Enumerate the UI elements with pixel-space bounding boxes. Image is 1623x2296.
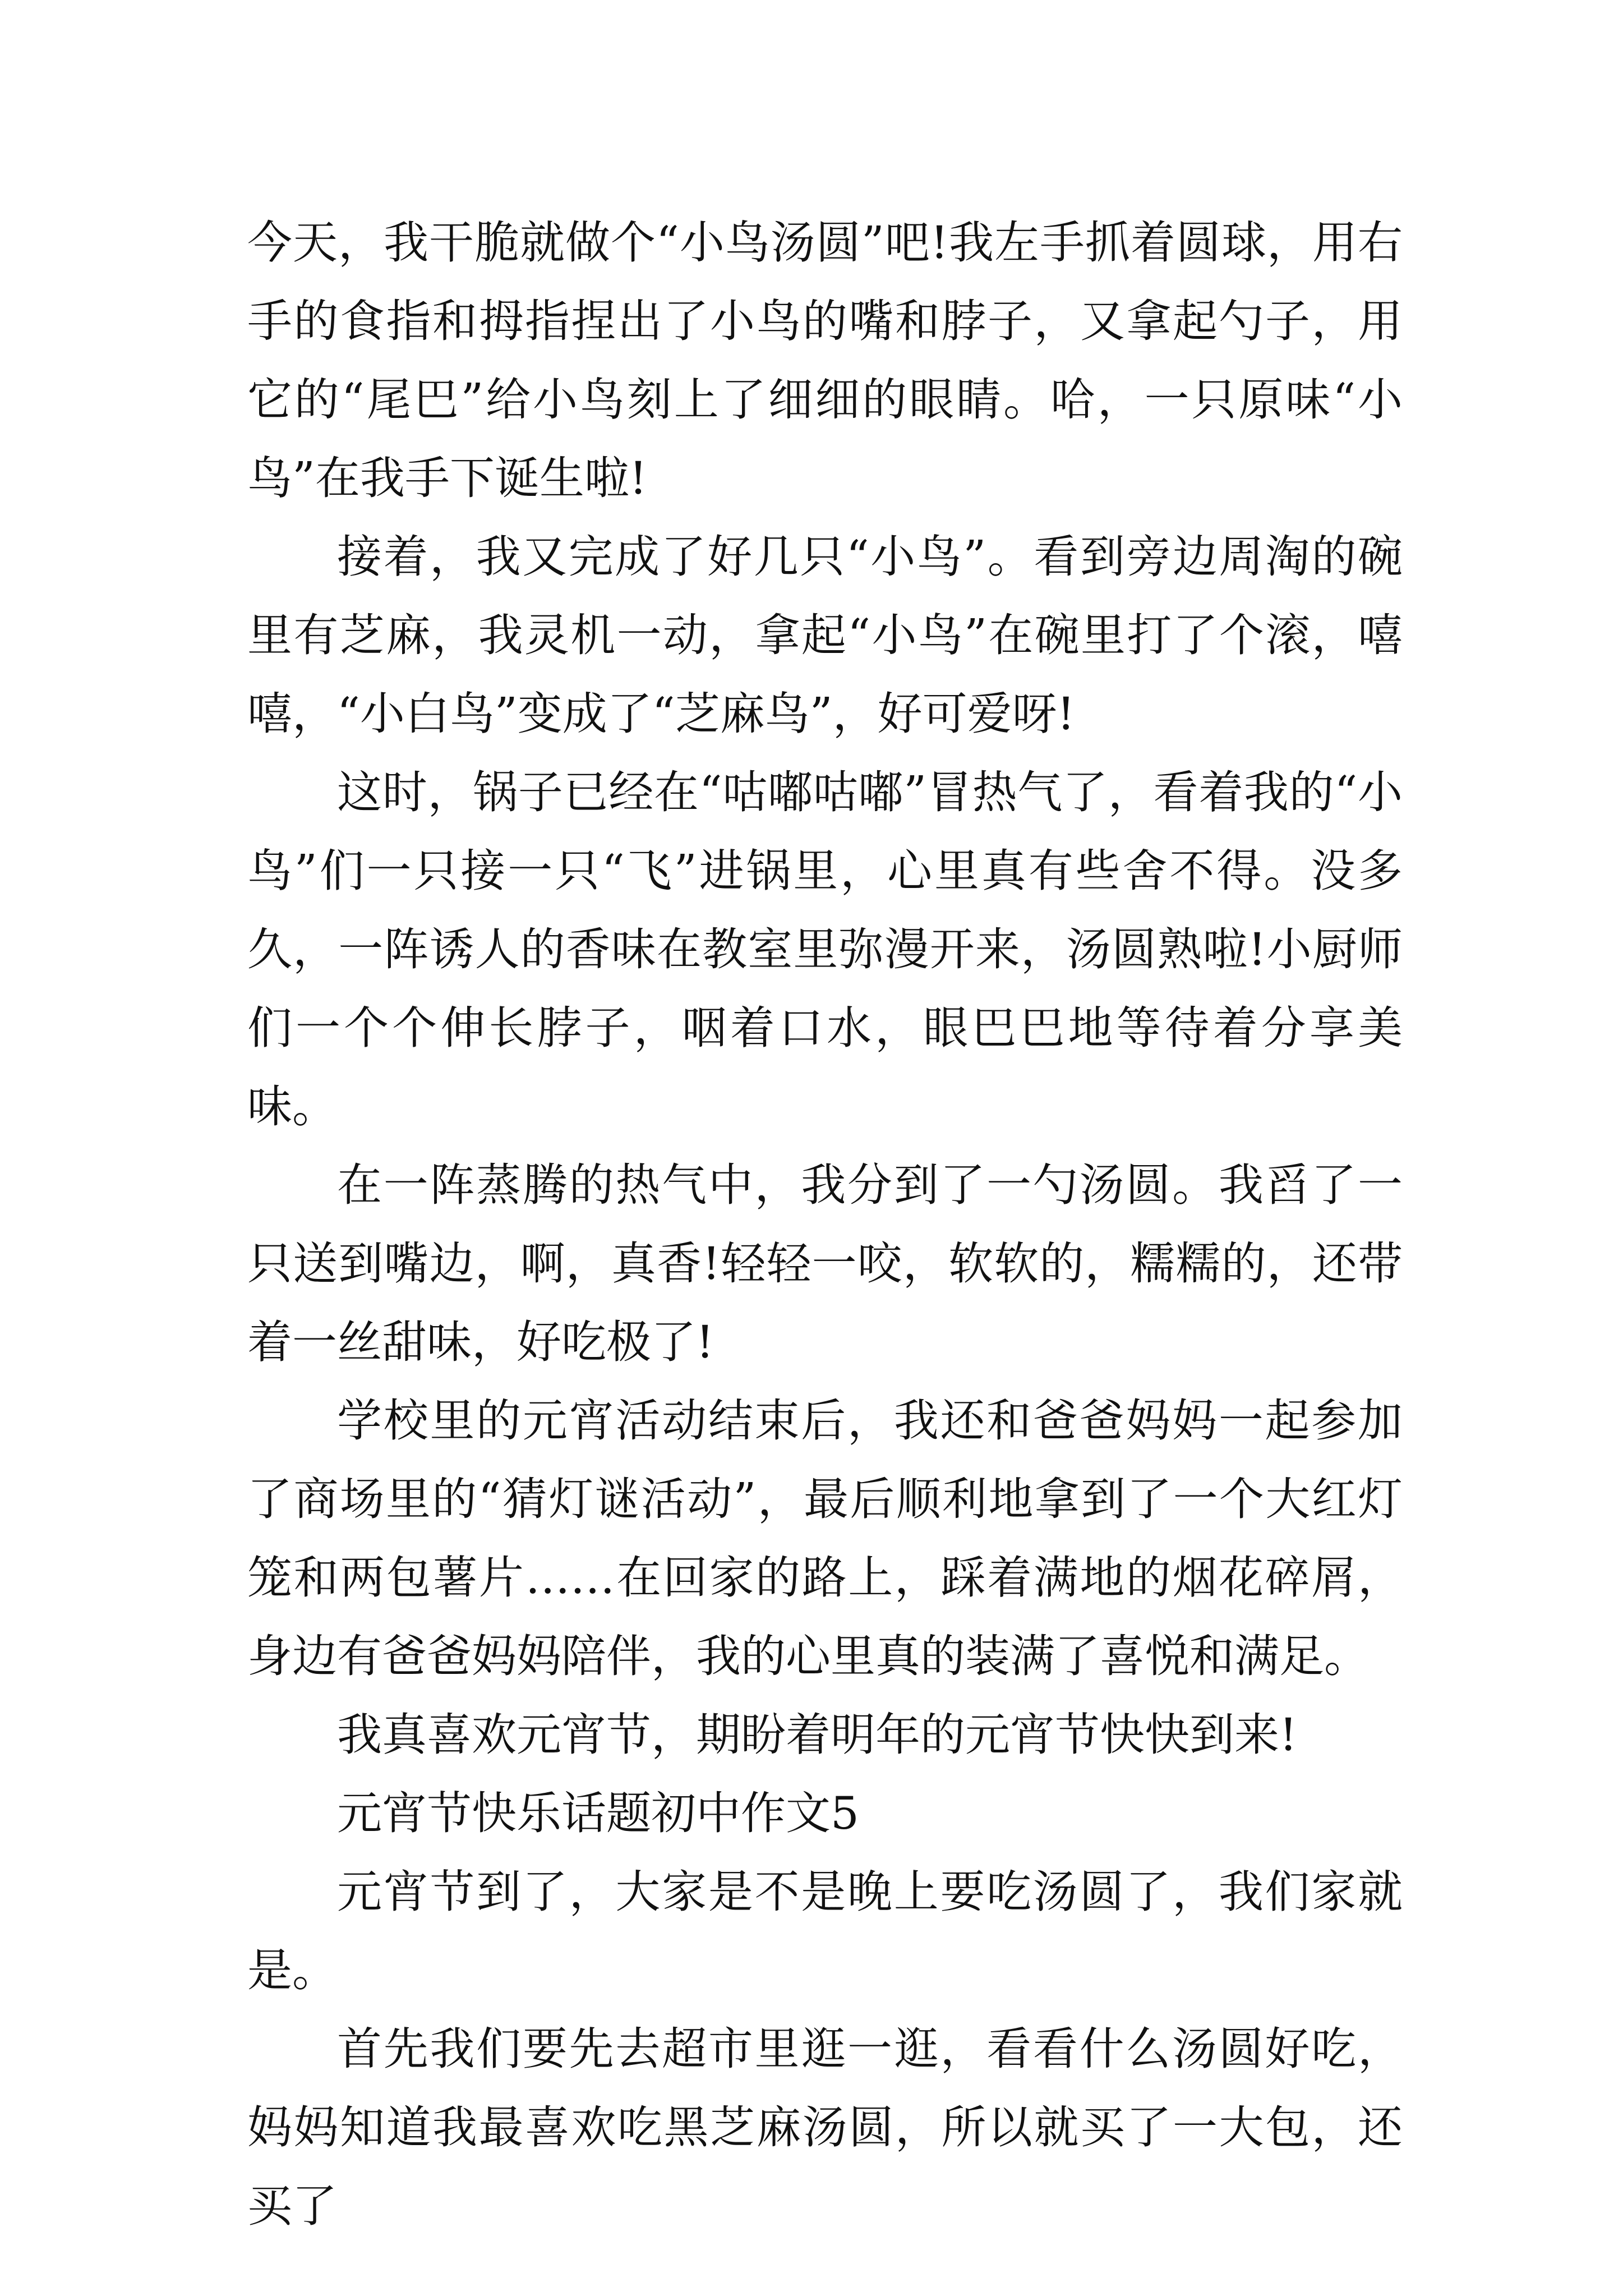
- paragraph-6: 我真喜欢元宵节，期盼着明年的元宵节快快到来!: [337, 1709, 1298, 1761]
- section-heading: 元宵节快乐话题初中作文5: [337, 1787, 859, 1839]
- paragraph-8: 首先我们要先去超市里逛一逛，看看什么汤圆好吃，妈妈知道我最喜欢吃黑芝麻汤圆，所以就买了一大包，还买了: [247, 2023, 1403, 2232]
- paragraph-4: 在一阵蒸腾的热气中，我分到了一勺汤圆。我舀了一只送到嘴边，啊，真香!轻轻一咬，软软的，糯糯的，还带着一丝甜味，好吃极了!: [247, 1159, 1403, 1368]
- paragraph-7: 元宵节到了，大家是不是晚上要吃汤圆了，我们家就是。: [247, 1866, 1403, 1996]
- paragraph-5: 学校里的元宵活动结束后，我还和爸爸妈妈一起参加了商场里的“猜灯谜活动”，最后顺利地拿到了一个大红灯笼和两包薯片……在回家的路上，踩着满地的烟花碎屑，身边有爸爸妈妈陪伴，我的心里真的装满了喜悦和满足。: [247, 1395, 1403, 1682]
- paragraph-1: 今天，我干脆就做个“小鸟汤圆”吧!我左手抓着圆球，用右手的食指和拇指捏出了小鸟的嘴和脖子，又拿起勺子，用它的“尾巴”给小鸟刻上了细细的眼睛。哈，一只原味“小鸟”在我手下诞生啦!: [247, 217, 1403, 504]
- document-body: [247, 204, 1403, 2246]
- paragraph-2: 接着，我又完成了好几只“小鸟”。看到旁边周淘的碗里有芝麻，我灵机一动，拿起“小鸟”在碗里打了个滚，嘻嘻，“小白鸟”变成了“芝麻鸟”，好可爱呀!: [247, 531, 1403, 740]
- paragraph-3: 这时，锅子已经在“咕嘟咕嘟”冒热气了，看着我的“小鸟”们一只接一只“飞”进锅里，心里真有些舍不得。没多久，一阵诱人的香味在教室里弥漫开来，汤圆熟啦!小厨师们一个个伸长脖子，咽着口水，眼巴巴地等待着分享美味。: [247, 766, 1403, 1133]
